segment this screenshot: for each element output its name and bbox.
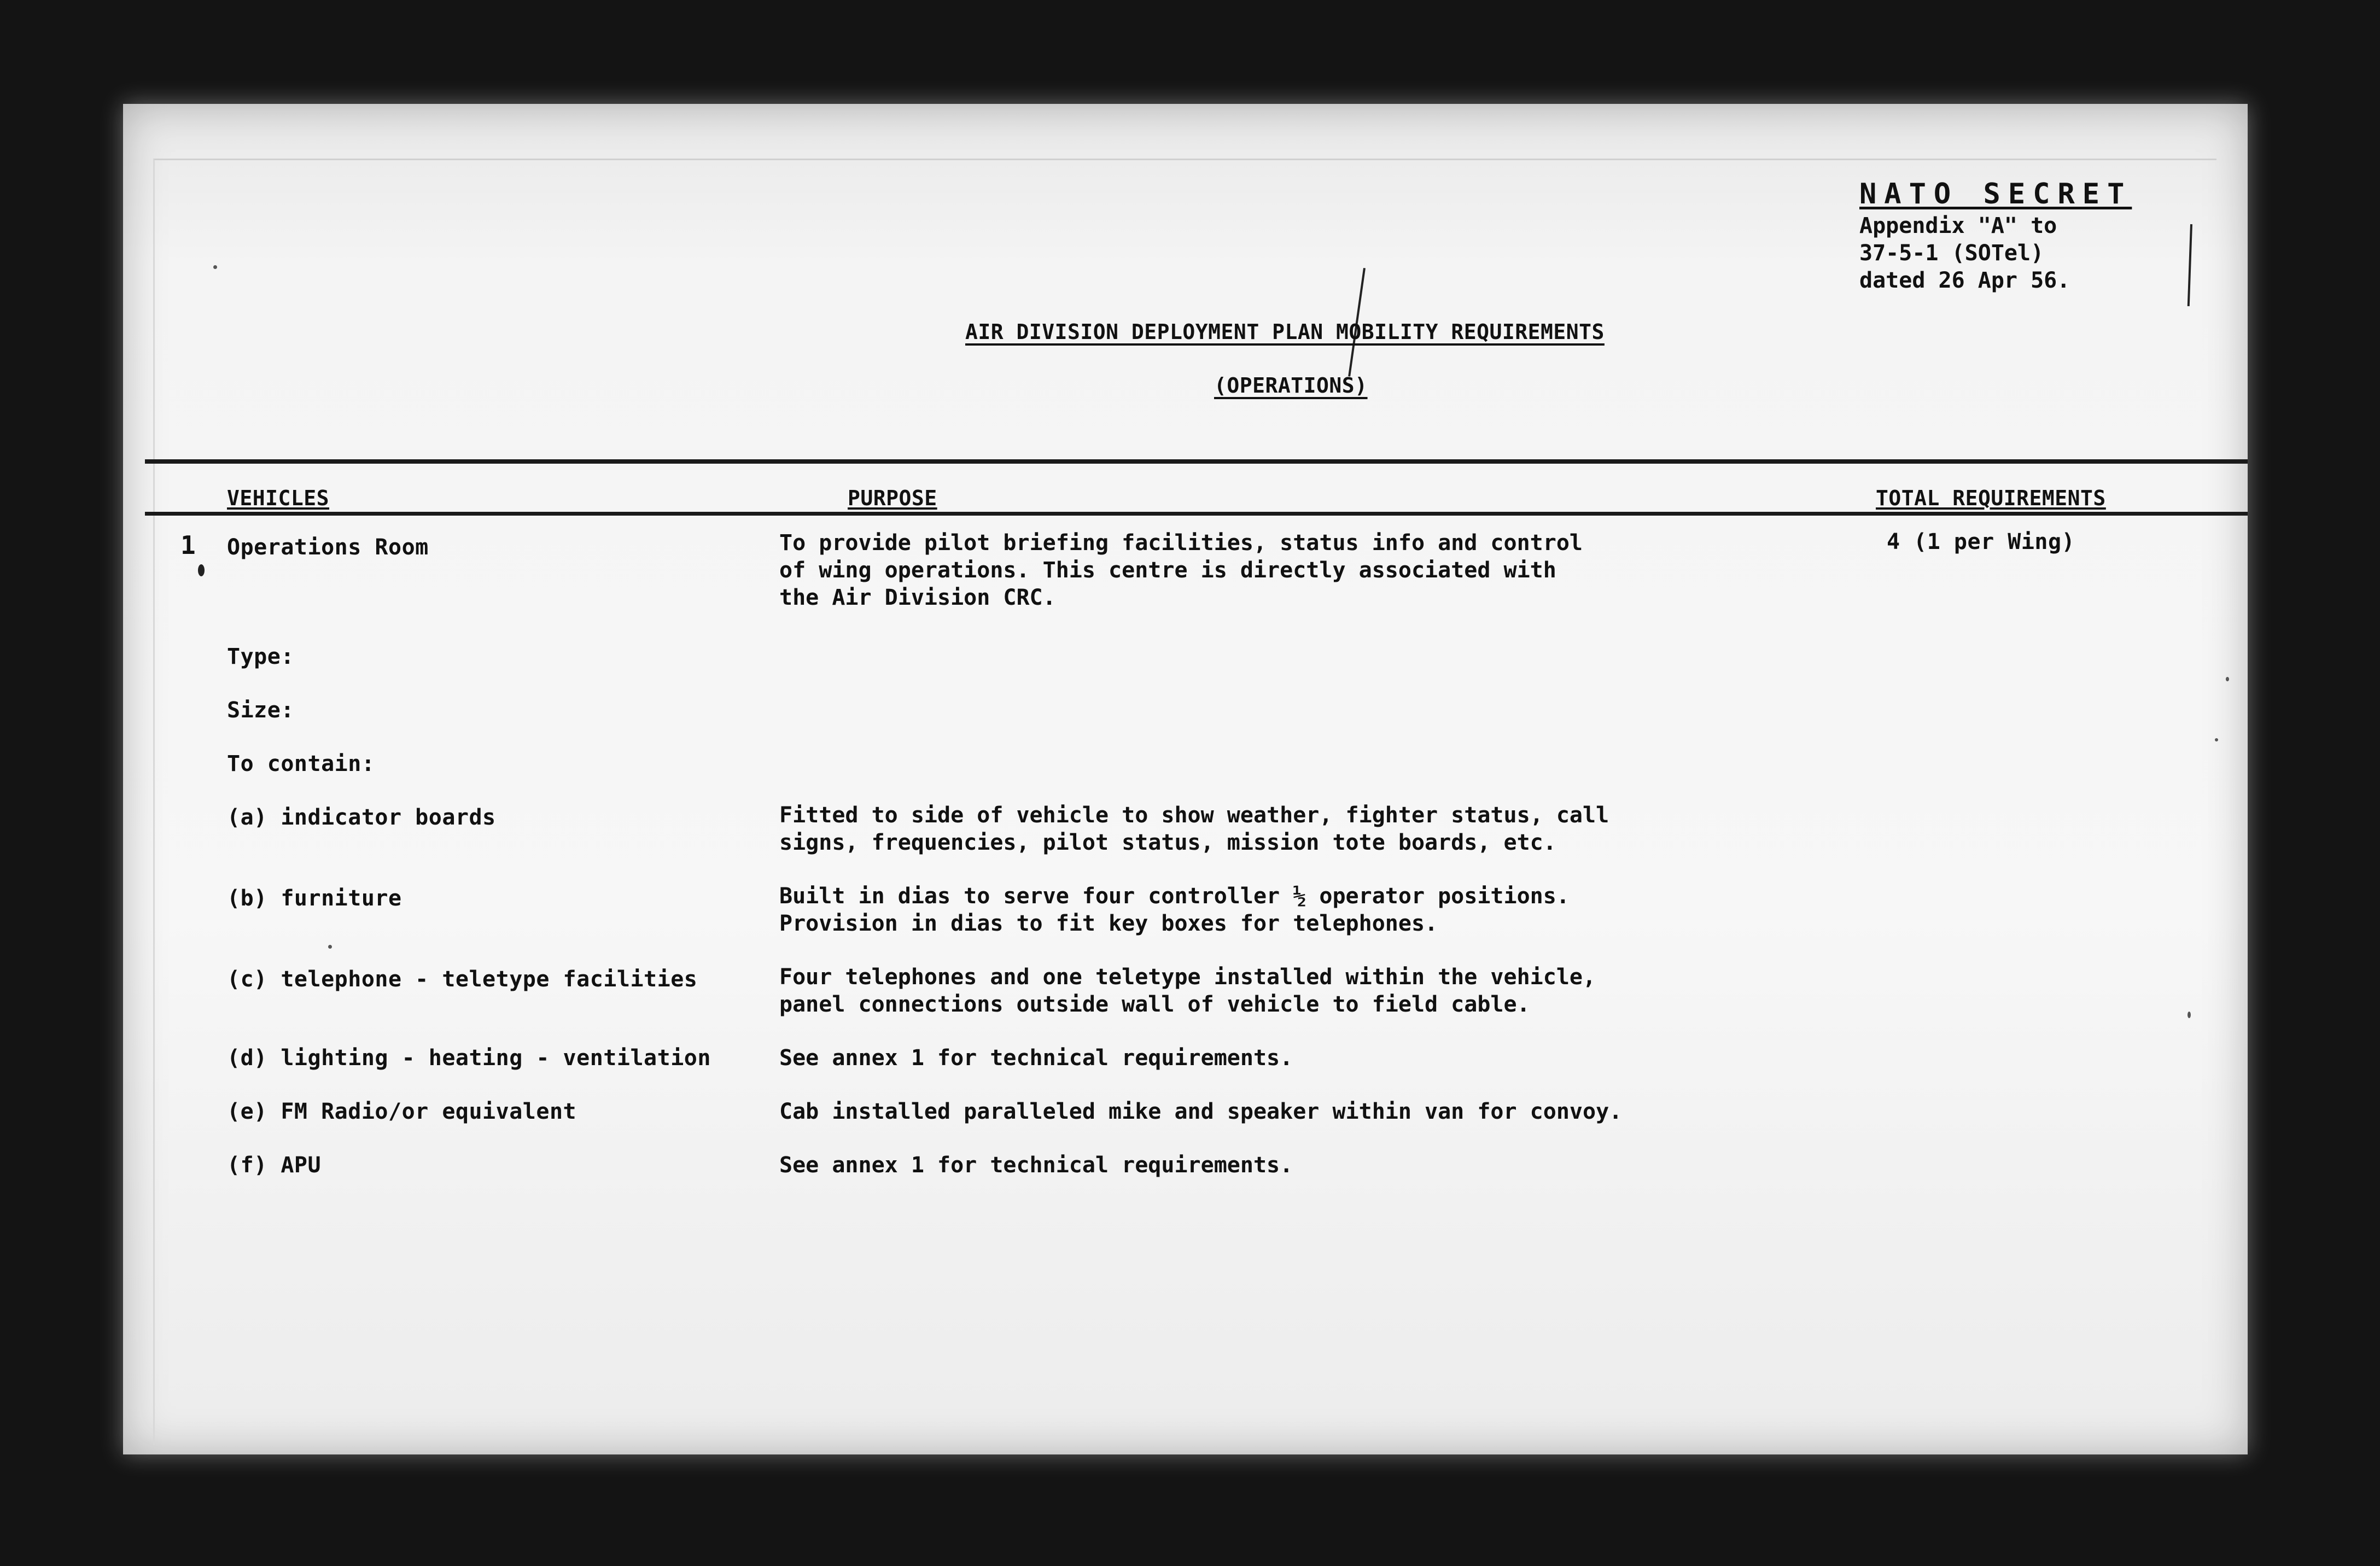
scan-speck (2188, 1012, 2191, 1018)
classification-marking: NATO SECRET (1859, 178, 2132, 211)
row-purpose (779, 529, 1583, 611)
purpose-line: the Air Division CRC. (779, 585, 1056, 610)
total-requirement: 4 (1 per Wing) (1887, 529, 2075, 554)
scan-speck (328, 945, 332, 949)
purpose-line: of wing operations. This centre is directly associated with (779, 558, 1556, 583)
table-header-rule (145, 512, 2248, 516)
purpose-line: panel connections outside wall of vehicle to field cable. (779, 992, 1530, 1017)
purpose-line: Fitted to side of vehicle to show weather, fighter status, call (779, 803, 1609, 828)
purpose-line: See annex 1 for technical requirements. (779, 1045, 1293, 1071)
column-header-purpose: PURPOSE (848, 486, 937, 510)
item-label: (e) FM Radio/or equivalent (227, 1099, 577, 1124)
purpose-line: signs, frequencies, pilot status, mission tote boards, etc. (779, 830, 1556, 855)
document-subtitle: (OPERATIONS) (1214, 373, 1368, 398)
item-label: (d) lighting - heating - ventilation (227, 1045, 711, 1071)
size-label: Size: (227, 698, 294, 723)
item-purpose (779, 963, 1596, 1018)
table-top-rule (145, 459, 2248, 464)
purpose-line: Built in dias to serve four controller ½ operator positions. (779, 884, 1570, 909)
reference-block (1859, 212, 2070, 294)
purpose-line: Four telephones and one teletype installed within the vehicle, (779, 965, 1596, 990)
column-header-vehicles: VEHICLES (227, 486, 330, 510)
purpose-line: Provision in dias to fit key boxes for telephones. (779, 911, 1438, 936)
document-title: AIR DIVISION DEPLOYMENT PLAN MOBILITY REQUIREMENTS (965, 320, 1605, 344)
vehicle-name: Operations Room (227, 535, 429, 560)
type-label: Type: (227, 644, 294, 669)
item-label: (b) furniture (227, 886, 402, 911)
document-page (123, 104, 2248, 1454)
purpose-line: To provide pilot briefing facilities, status info and control (779, 530, 1583, 556)
item-purpose (779, 1098, 1622, 1125)
contain-label: To contain: (227, 751, 375, 776)
scan-speck (2226, 677, 2229, 681)
row-number: 1 (180, 530, 196, 560)
reference-line: Appendix "A" to (1859, 213, 2057, 238)
item-label: (a) indicator boards (227, 805, 496, 830)
row-marker (198, 564, 205, 576)
item-purpose (779, 1152, 1293, 1179)
item-purpose (779, 1044, 1293, 1072)
scan-speck (213, 265, 217, 269)
purpose-line: Cab installed paralleled mike and speaker within van for convoy. (779, 1099, 1623, 1124)
reference-line: 37-5-1 (SOTel) (1859, 241, 2044, 266)
item-label: (c) telephone - teletype facilities (227, 967, 698, 992)
purpose-line: See annex 1 for technical requirements. (779, 1153, 1293, 1178)
scan-speck (2215, 738, 2218, 741)
item-label: (f) APU (227, 1153, 322, 1178)
item-purpose (779, 802, 1609, 856)
reference-line: dated 26 Apr 56. (1859, 268, 2070, 293)
item-purpose (779, 883, 1570, 937)
column-header-total: TOTAL REQUIREMENTS (1876, 486, 2106, 510)
